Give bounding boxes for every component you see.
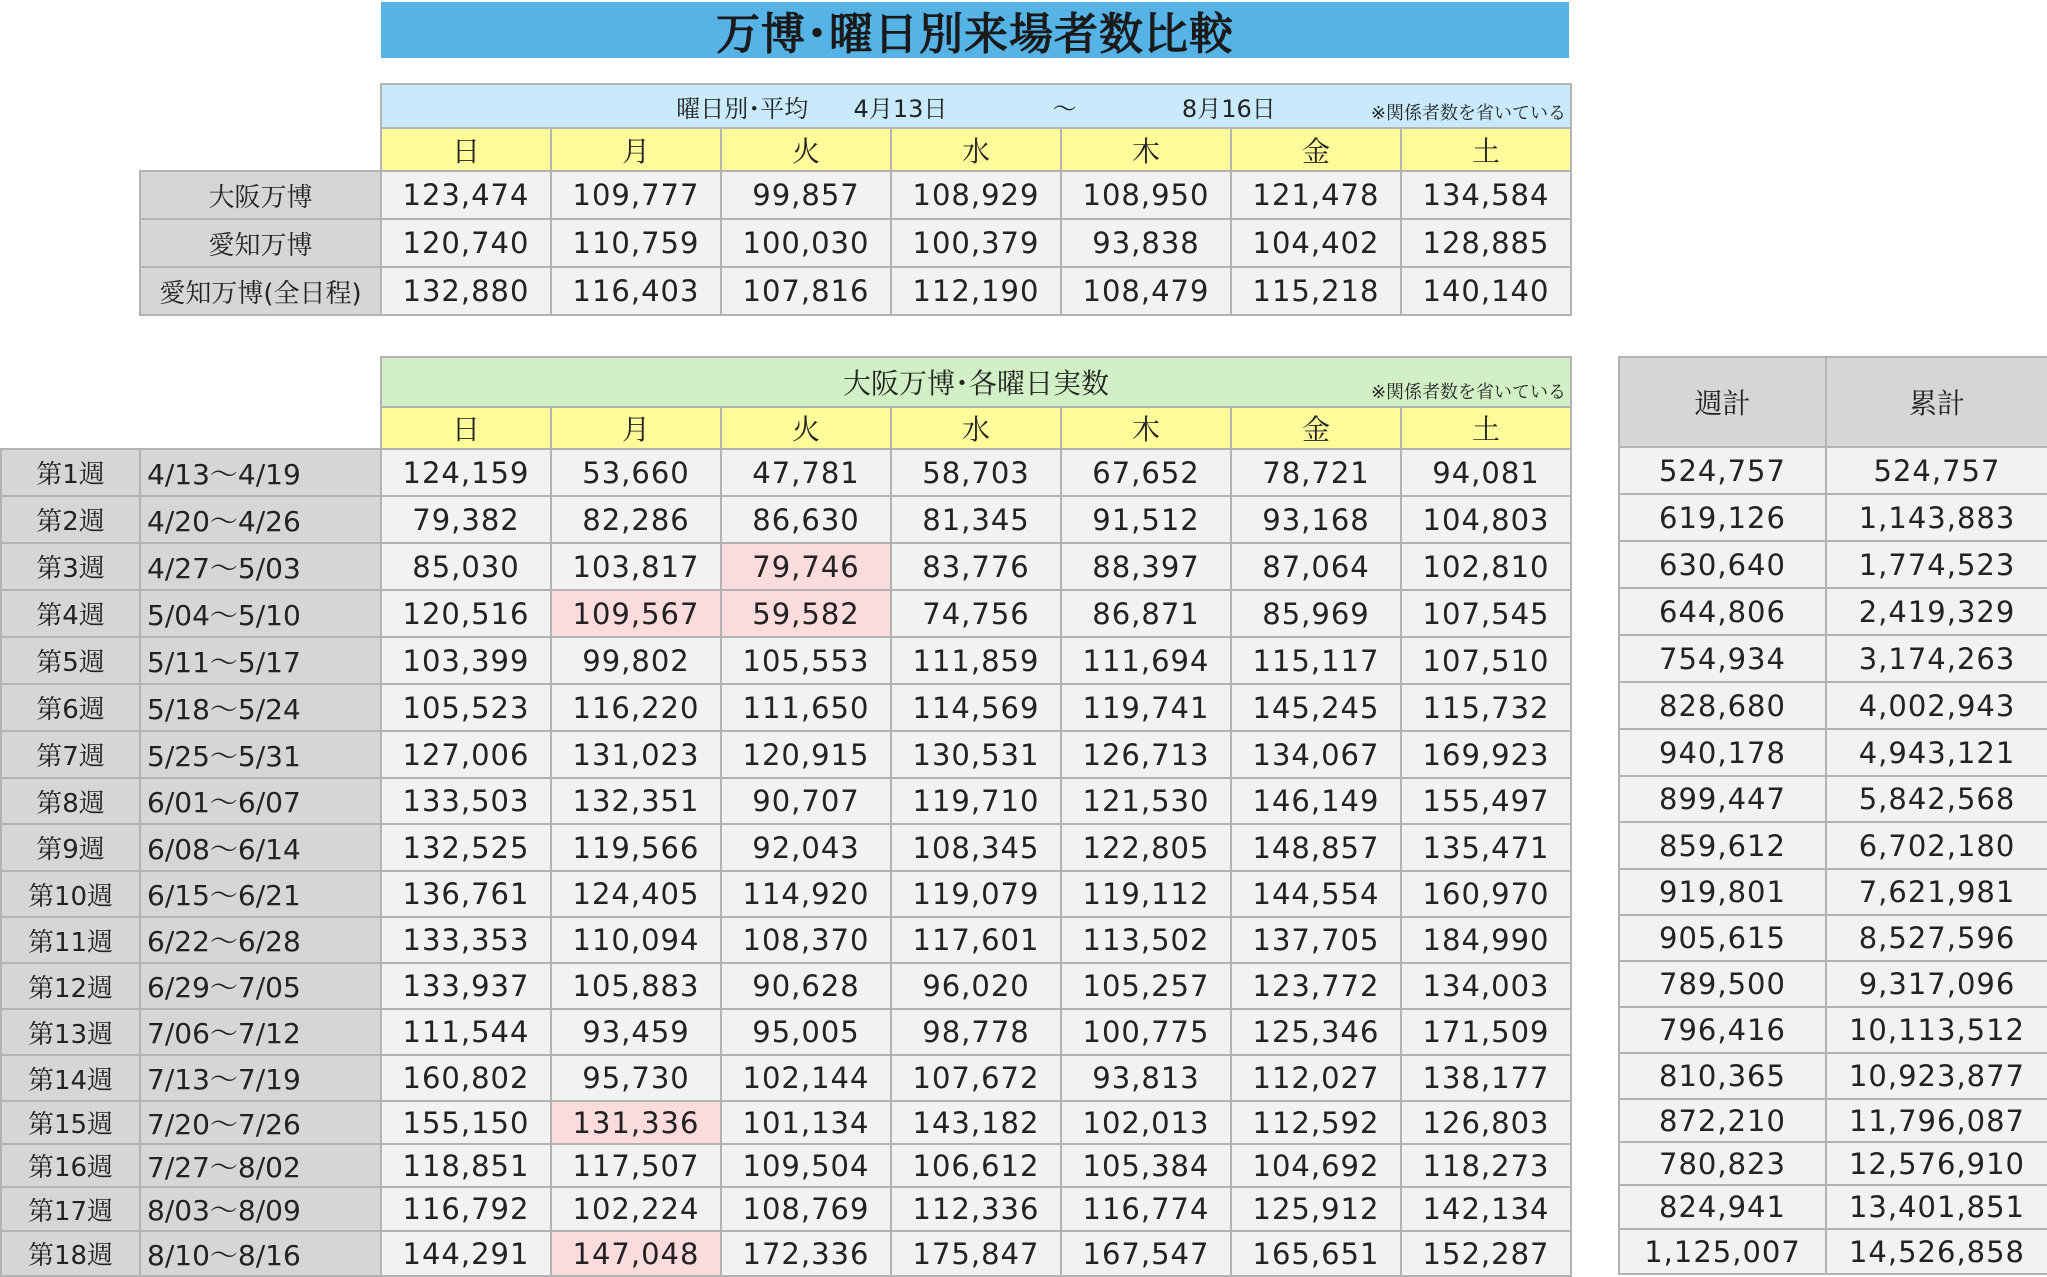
week-date-range: 7/06～7/12	[140, 1009, 381, 1055]
week-label: 第7週	[1, 731, 140, 778]
week-date-range: 6/08～6/14	[140, 824, 381, 871]
table-row	[1, 543, 1571, 590]
value-cell: 175,847	[891, 1231, 1061, 1276]
value-cell: 167,547	[1061, 1231, 1231, 1276]
value-cell: 133,353	[381, 917, 551, 963]
value-cell: 93,813	[1061, 1055, 1231, 1101]
weekly-actual-table	[0, 356, 1572, 1277]
value-cell: 102,224	[551, 1187, 721, 1231]
value-cell: 74,756	[891, 590, 1061, 637]
value-cell: 109,567	[551, 590, 721, 637]
weekly-header	[381, 357, 1571, 407]
day-header-cell: 木	[1061, 128, 1231, 171]
table-row	[1, 824, 1571, 871]
value-cell: 120,915	[721, 731, 891, 778]
value-cell: 90,707	[721, 778, 891, 824]
day-header-cell: 水	[891, 407, 1061, 449]
weekly-total-cell: 859,612	[1619, 822, 1826, 869]
cumulative-total-cell: 524,757	[1826, 447, 2047, 494]
value-cell: 109,504	[721, 1144, 891, 1187]
value-cell: 105,883	[551, 963, 721, 1009]
value-cell: 105,384	[1061, 1144, 1231, 1187]
weekly-total-cell: 789,500	[1619, 961, 1826, 1007]
value-cell: 146,149	[1231, 778, 1401, 824]
table-row	[1, 1231, 1571, 1276]
cumulative-total-header: 累計	[1826, 357, 2047, 447]
day-header-cell: 火	[721, 128, 891, 171]
table-row	[1, 871, 1571, 917]
day-header-cell: 金	[1231, 407, 1401, 449]
value-cell: 119,566	[551, 824, 721, 871]
weekly-total-header: 週計	[1619, 357, 1826, 447]
value-cell: 184,990	[1401, 917, 1571, 963]
value-cell: 134,003	[1401, 963, 1571, 1009]
value-cell: 102,810	[1401, 543, 1571, 590]
row-label: 大阪万博	[140, 171, 381, 219]
value-cell: 131,336	[551, 1101, 721, 1144]
value-cell: 144,554	[1231, 871, 1401, 917]
value-cell: 109,777	[551, 171, 721, 219]
value-cell: 115,218	[1231, 267, 1401, 315]
value-cell: 133,503	[381, 778, 551, 824]
cumulative-total-cell: 10,923,877	[1826, 1053, 2047, 1099]
average-note: ※関係者数を省いている	[1370, 103, 1567, 124]
week-label: 第12週	[1, 963, 140, 1009]
value-cell: 105,553	[721, 637, 891, 684]
average-header-label: 曜日別･平均	[676, 94, 809, 123]
value-cell: 126,713	[1061, 731, 1231, 778]
value-cell: 155,150	[381, 1101, 551, 1144]
value-cell: 111,650	[721, 684, 891, 731]
day-header-cell: 金	[1231, 128, 1401, 171]
value-cell: 112,336	[891, 1187, 1061, 1231]
value-cell: 118,851	[381, 1144, 551, 1187]
row-label: 愛知万博	[140, 219, 381, 267]
day-header-cell: 土	[1401, 407, 1571, 449]
day-header-cell: 日	[381, 128, 551, 171]
weekly-total-cell: 905,615	[1619, 915, 1826, 961]
value-cell: 147,048	[551, 1231, 721, 1276]
value-cell: 155,497	[1401, 778, 1571, 824]
value-cell: 131,023	[551, 731, 721, 778]
table-row	[1, 1101, 1571, 1144]
value-cell: 110,759	[551, 219, 721, 267]
cumulative-total-cell: 1,774,523	[1826, 541, 2047, 588]
value-cell: 169,923	[1401, 731, 1571, 778]
week-label: 第13週	[1, 1009, 140, 1055]
cumulative-total-cell: 14,526,858	[1826, 1229, 2047, 1274]
value-cell: 102,144	[721, 1055, 891, 1101]
weekly-total-cell: 796,416	[1619, 1007, 1826, 1053]
value-cell: 112,190	[891, 267, 1061, 315]
table-row	[140, 171, 1571, 219]
value-cell: 124,159	[381, 449, 551, 496]
week-date-range: 7/13～7/19	[140, 1055, 381, 1101]
value-cell: 96,020	[891, 963, 1061, 1009]
value-cell: 132,880	[381, 267, 551, 315]
average-from-date: 4月13日	[853, 94, 948, 123]
weekly-total-cell: 644,806	[1619, 588, 1826, 635]
cumulative-total-cell: 1,143,883	[1826, 494, 2047, 541]
value-cell: 160,802	[381, 1055, 551, 1101]
weekly-total-cell: 754,934	[1619, 635, 1826, 682]
value-cell: 142,134	[1401, 1187, 1571, 1231]
day-header-cell: 月	[551, 128, 721, 171]
value-cell: 95,730	[551, 1055, 721, 1101]
value-cell: 88,397	[1061, 543, 1231, 590]
table-row	[1, 917, 1571, 963]
week-date-range: 5/18～5/24	[140, 684, 381, 731]
day-header-cell: 水	[891, 128, 1061, 171]
value-cell: 120,516	[381, 590, 551, 637]
weekly-total-cell: 810,365	[1619, 1053, 1826, 1099]
cumulative-total-cell: 4,002,943	[1826, 682, 2047, 729]
day-header-cell: 火	[721, 407, 891, 449]
table-row	[1, 731, 1571, 778]
value-cell: 119,741	[1061, 684, 1231, 731]
value-cell: 171,509	[1401, 1009, 1571, 1055]
table-row	[1619, 588, 2047, 635]
week-label: 第18週	[1, 1231, 140, 1276]
value-cell: 86,630	[721, 496, 891, 543]
value-cell: 47,781	[721, 449, 891, 496]
day-header-cell: 月	[551, 407, 721, 449]
value-cell: 123,772	[1231, 963, 1401, 1009]
cumulative-total-cell: 2,419,329	[1826, 588, 2047, 635]
weekly-total-cell: 828,680	[1619, 682, 1826, 729]
cumulative-total-cell: 13,401,851	[1826, 1185, 2047, 1229]
value-cell: 118,273	[1401, 1144, 1571, 1187]
cumulative-total-cell: 11,796,087	[1826, 1099, 2047, 1142]
table-row	[1, 778, 1571, 824]
value-cell: 152,287	[1401, 1231, 1571, 1276]
weekly-header-label: 大阪万博･各曜日実数	[843, 367, 1110, 400]
value-cell: 102,013	[1061, 1101, 1231, 1144]
value-cell: 105,523	[381, 684, 551, 731]
value-cell: 59,582	[721, 590, 891, 637]
value-cell: 132,351	[551, 778, 721, 824]
week-date-range: 8/10～8/16	[140, 1231, 381, 1276]
table-row	[1619, 776, 2047, 822]
week-label: 第5週	[1, 637, 140, 684]
weekly-total-cell: 619,126	[1619, 494, 1826, 541]
value-cell: 116,792	[381, 1187, 551, 1231]
value-cell: 86,871	[1061, 590, 1231, 637]
week-label: 第8週	[1, 778, 140, 824]
value-cell: 119,710	[891, 778, 1061, 824]
value-cell: 114,569	[891, 684, 1061, 731]
value-cell: 103,399	[381, 637, 551, 684]
week-date-range: 4/20～4/26	[140, 496, 381, 543]
value-cell: 90,628	[721, 963, 891, 1009]
value-cell: 116,774	[1061, 1187, 1231, 1231]
value-cell: 134,584	[1401, 171, 1571, 219]
value-cell: 111,694	[1061, 637, 1231, 684]
value-cell: 165,651	[1231, 1231, 1401, 1276]
value-cell: 108,370	[721, 917, 891, 963]
value-cell: 104,803	[1401, 496, 1571, 543]
value-cell: 58,703	[891, 449, 1061, 496]
week-date-range: 6/01～6/07	[140, 778, 381, 824]
value-cell: 125,912	[1231, 1187, 1401, 1231]
day-header-cell: 土	[1401, 128, 1571, 171]
week-label: 第17週	[1, 1187, 140, 1231]
week-date-range: 5/11～5/17	[140, 637, 381, 684]
value-cell: 98,778	[891, 1009, 1061, 1055]
value-cell: 137,705	[1231, 917, 1401, 963]
value-cell: 112,027	[1231, 1055, 1401, 1101]
value-cell: 92,043	[721, 824, 891, 871]
value-cell: 115,732	[1401, 684, 1571, 731]
table-row	[1619, 729, 2047, 776]
weekly-summary-table	[1618, 356, 2047, 1275]
cumulative-total-cell: 12,576,910	[1826, 1142, 2047, 1185]
table-row	[1, 590, 1571, 637]
weekly-note: ※関係者数を省いている	[1370, 382, 1567, 403]
value-cell: 130,531	[891, 731, 1061, 778]
value-cell: 85,030	[381, 543, 551, 590]
table-row	[1619, 682, 2047, 729]
value-cell: 107,672	[891, 1055, 1061, 1101]
table-row	[1619, 869, 2047, 915]
value-cell: 93,459	[551, 1009, 721, 1055]
value-cell: 110,094	[551, 917, 721, 963]
value-cell: 83,776	[891, 543, 1061, 590]
value-cell: 115,117	[1231, 637, 1401, 684]
value-cell: 121,478	[1231, 171, 1401, 219]
row-label: 愛知万博(全日程)	[140, 267, 381, 315]
value-cell: 95,005	[721, 1009, 891, 1055]
value-cell: 108,769	[721, 1187, 891, 1231]
table-row	[140, 267, 1571, 315]
week-label: 第6週	[1, 684, 140, 731]
week-date-range: 5/25～5/31	[140, 731, 381, 778]
table-row	[1619, 1099, 2047, 1142]
value-cell: 116,403	[551, 267, 721, 315]
value-cell: 113,502	[1061, 917, 1231, 963]
value-cell: 79,746	[721, 543, 891, 590]
value-cell: 160,970	[1401, 871, 1571, 917]
value-cell: 91,512	[1061, 496, 1231, 543]
value-cell: 143,182	[891, 1101, 1061, 1144]
week-date-range: 6/15～6/21	[140, 871, 381, 917]
table-row	[1, 1055, 1571, 1101]
cumulative-total-cell: 3,174,263	[1826, 635, 2047, 682]
value-cell: 105,257	[1061, 963, 1231, 1009]
weekly-total-cell: 940,178	[1619, 729, 1826, 776]
value-cell: 124,405	[551, 871, 721, 917]
table-row	[1619, 494, 2047, 541]
value-cell: 148,857	[1231, 824, 1401, 871]
week-date-range: 4/13～4/19	[140, 449, 381, 496]
table-row	[1, 1009, 1571, 1055]
table-row	[1619, 541, 2047, 588]
value-cell: 79,382	[381, 496, 551, 543]
table-row	[1619, 961, 2047, 1007]
value-cell: 119,079	[891, 871, 1061, 917]
value-cell: 100,379	[891, 219, 1061, 267]
value-cell: 53,660	[551, 449, 721, 496]
value-cell: 100,030	[721, 219, 891, 267]
average-to-date: 8月16日	[1181, 94, 1276, 123]
average-tilde: ～	[1052, 94, 1077, 123]
table-row	[140, 219, 1571, 267]
weekly-total-cell: 824,941	[1619, 1185, 1826, 1229]
value-cell: 145,245	[1231, 684, 1401, 731]
value-cell: 135,471	[1401, 824, 1571, 871]
table-row	[1, 449, 1571, 496]
value-cell: 85,969	[1231, 590, 1401, 637]
value-cell: 103,817	[551, 543, 721, 590]
table-row	[1619, 447, 2047, 494]
week-date-range: 6/22～6/28	[140, 917, 381, 963]
cumulative-total-cell: 9,317,096	[1826, 961, 2047, 1007]
value-cell: 132,525	[381, 824, 551, 871]
table-row	[1619, 1053, 2047, 1099]
table-row	[1619, 635, 2047, 682]
week-label: 第16週	[1, 1144, 140, 1187]
week-date-range: 7/20～7/26	[140, 1101, 381, 1144]
table-row	[1619, 1185, 2047, 1229]
value-cell: 82,286	[551, 496, 721, 543]
table-row	[1, 1187, 1571, 1231]
value-cell: 93,838	[1061, 219, 1231, 267]
value-cell: 121,530	[1061, 778, 1231, 824]
week-date-range: 7/27～8/02	[140, 1144, 381, 1187]
table-row	[1, 637, 1571, 684]
value-cell: 119,112	[1061, 871, 1231, 917]
week-date-range: 5/04～5/10	[140, 590, 381, 637]
value-cell: 93,168	[1231, 496, 1401, 543]
value-cell: 138,177	[1401, 1055, 1571, 1101]
table-row	[1619, 1007, 2047, 1053]
value-cell: 111,544	[381, 1009, 551, 1055]
week-date-range: 6/29～7/05	[140, 963, 381, 1009]
value-cell: 99,857	[721, 171, 891, 219]
value-cell: 99,802	[551, 637, 721, 684]
value-cell: 101,134	[721, 1101, 891, 1144]
value-cell: 87,064	[1231, 543, 1401, 590]
cumulative-total-cell: 10,113,512	[1826, 1007, 2047, 1053]
value-cell: 107,545	[1401, 590, 1571, 637]
weekly-total-cell: 899,447	[1619, 776, 1826, 822]
table-row	[1619, 915, 2047, 961]
table-row	[1619, 822, 2047, 869]
value-cell: 114,920	[721, 871, 891, 917]
value-cell: 78,721	[1231, 449, 1401, 496]
value-cell: 140,140	[1401, 267, 1571, 315]
week-date-range: 8/03～8/09	[140, 1187, 381, 1231]
weekly-total-cell: 524,757	[1619, 447, 1826, 494]
week-label: 第3週	[1, 543, 140, 590]
week-label: 第11週	[1, 917, 140, 963]
value-cell: 100,775	[1061, 1009, 1231, 1055]
week-date-range: 4/27～5/03	[140, 543, 381, 590]
value-cell: 106,612	[891, 1144, 1061, 1187]
value-cell: 127,006	[381, 731, 551, 778]
value-cell: 134,067	[1231, 731, 1401, 778]
value-cell: 117,601	[891, 917, 1061, 963]
table-row	[1619, 1229, 2047, 1274]
value-cell: 123,474	[381, 171, 551, 219]
value-cell: 120,740	[381, 219, 551, 267]
average-header	[381, 84, 1571, 128]
weekly-total-cell: 872,210	[1619, 1099, 1826, 1142]
value-cell: 144,291	[381, 1231, 551, 1276]
week-label: 第2週	[1, 496, 140, 543]
table-row	[1, 1144, 1571, 1187]
weekly-total-cell: 1,125,007	[1619, 1229, 1826, 1274]
weekly-total-cell: 919,801	[1619, 869, 1826, 915]
value-cell: 122,805	[1061, 824, 1231, 871]
week-label: 第4週	[1, 590, 140, 637]
cumulative-total-cell: 7,621,981	[1826, 869, 2047, 915]
weekly-total-cell: 780,823	[1619, 1142, 1826, 1185]
weekly-total-cell: 630,640	[1619, 541, 1826, 588]
week-label: 第10週	[1, 871, 140, 917]
value-cell: 107,816	[721, 267, 891, 315]
value-cell: 126,803	[1401, 1101, 1571, 1144]
cumulative-total-cell: 6,702,180	[1826, 822, 2047, 869]
value-cell: 81,345	[891, 496, 1061, 543]
table-row	[1619, 1142, 2047, 1185]
value-cell: 125,346	[1231, 1009, 1401, 1055]
value-cell: 107,510	[1401, 637, 1571, 684]
table-row	[1, 684, 1571, 731]
value-cell: 133,937	[381, 963, 551, 1009]
week-label: 第15週	[1, 1101, 140, 1144]
cumulative-total-cell: 5,842,568	[1826, 776, 2047, 822]
value-cell: 136,761	[381, 871, 551, 917]
table-row	[1, 496, 1571, 543]
cumulative-total-cell: 4,943,121	[1826, 729, 2047, 776]
value-cell: 108,345	[891, 824, 1061, 871]
value-cell: 128,885	[1401, 219, 1571, 267]
value-cell: 112,592	[1231, 1101, 1401, 1144]
value-cell: 172,336	[721, 1231, 891, 1276]
value-cell: 104,692	[1231, 1144, 1401, 1187]
value-cell: 94,081	[1401, 449, 1571, 496]
value-cell: 67,652	[1061, 449, 1231, 496]
table-row	[1, 963, 1571, 1009]
day-header-cell: 日	[381, 407, 551, 449]
weekday-average-table	[139, 83, 1572, 316]
cumulative-total-cell: 8,527,596	[1826, 915, 2047, 961]
value-cell: 111,859	[891, 637, 1061, 684]
value-cell: 116,220	[551, 684, 721, 731]
value-cell: 108,950	[1061, 171, 1231, 219]
week-label: 第14週	[1, 1055, 140, 1101]
value-cell: 108,479	[1061, 267, 1231, 315]
day-header-cell: 木	[1061, 407, 1231, 449]
value-cell: 117,507	[551, 1144, 721, 1187]
page-title: 万博･曜日別来場者数比較	[381, 2, 1569, 58]
week-label: 第1週	[1, 449, 140, 496]
value-cell: 108,929	[891, 171, 1061, 219]
week-label: 第9週	[1, 824, 140, 871]
value-cell: 104,402	[1231, 219, 1401, 267]
